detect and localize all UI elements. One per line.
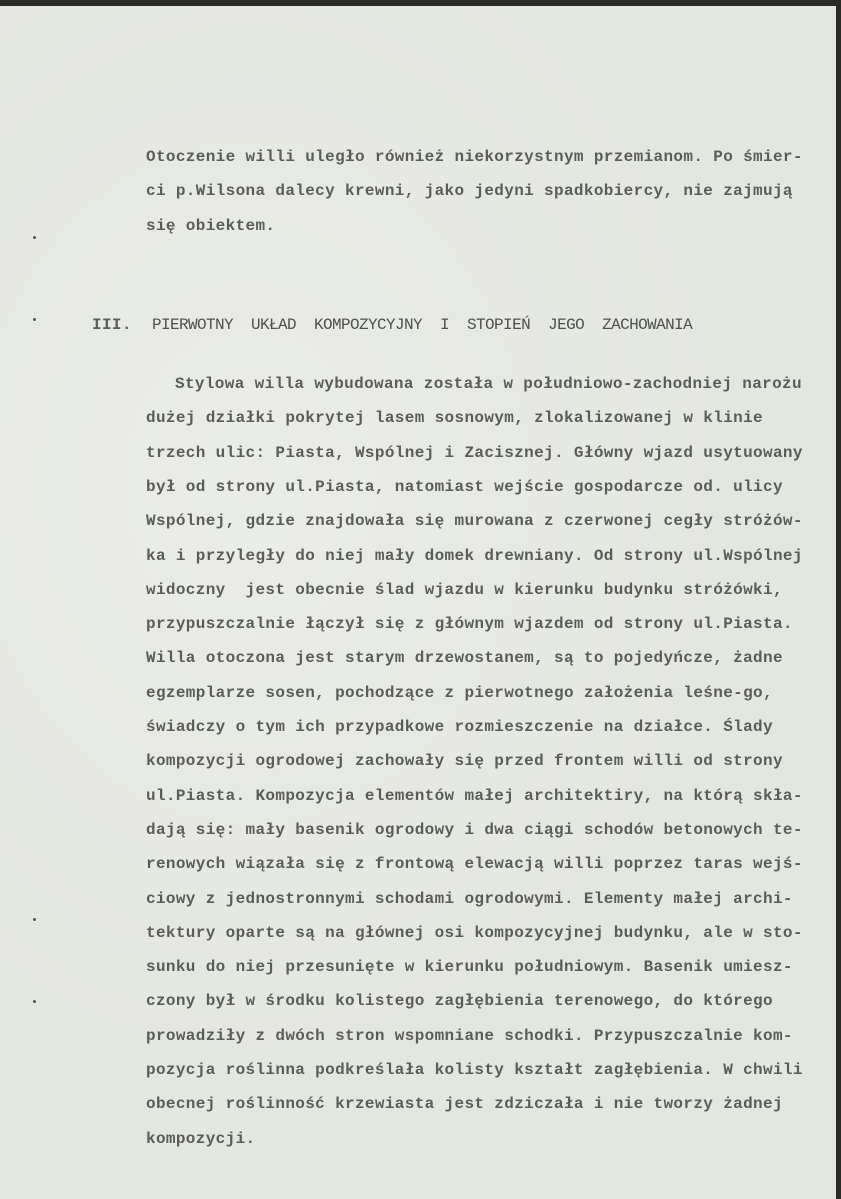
text-line: kompozycji ogrodowej zachowały się przed frontem willi od strony: [146, 752, 783, 771]
text-line: trzech ulic: Piasta, Wspólnej i Zacisznej. Główny wjazd usytuowany: [146, 443, 803, 462]
document-page: [0, 6, 836, 1199]
text-line: pozycja roślinna podkreślała kolisty kształt zagłębienia. W chwili: [146, 1061, 803, 1079]
margin-mark: [33, 1000, 36, 1003]
text-line: Otoczenie willi uległo również niekorzystnym przemianom. Po śmier-: [146, 148, 803, 166]
text-line: dają się: mały basenik ogrodowy i dwa ciągi schodów betonowych te-: [146, 820, 803, 839]
text-line: obecnej roślinność krzewiasta jest zdziczała i nie tworzy żadnej: [146, 1095, 783, 1114]
text-line: ciowy z jednostronnymi schodami ogrodowymi. Elementy małej archi-: [146, 889, 793, 908]
text-line: Wspólnej, gdzie znajdowała się murowana z czerwonej cegły stróżów-: [146, 512, 803, 531]
text-line: był od strony ul.Piasta, natomiast wejście gospodarcze od. ulicy: [146, 477, 783, 496]
text-line: przypuszczalnie łączył się z głównym wjazdem od strony ul.Piasta.: [146, 615, 793, 634]
section-heading: PIERWOTNY UKŁAD KOMPOZYCYJNY I STOPIEŃ JEGO ZACHOWANIA: [152, 316, 693, 334]
text-line: Willa otoczona jest starym drzewostanem, są to pojedyńcze, żadne: [146, 649, 783, 668]
text-line: ka i przyległy do niej mały domek drewniany. Od strony ul.Wspólnej: [146, 546, 803, 565]
text-line: dużej działki pokrytej lasem sosnowym, zlokalizowanej w klinie: [146, 409, 763, 428]
text-line: się obiektem.: [146, 216, 276, 235]
text-line: tektury oparte są na głównej osi kompozycyjnej budynku, ale w sto-: [146, 923, 803, 942]
text-line: czony był w środku kolistego zagłębienia terenowego, do którego: [146, 992, 773, 1011]
text-line: renowych wiązała się z frontową elewacją willi poprzez taras wejś-: [146, 855, 803, 874]
text-line: ci p.Wilsona dalecy krewni, jako jedyni spadkobiercy, nie zajmują: [146, 182, 793, 201]
text-line: widoczny jest obecnie ślad wjazdu w kierunku budynku stróżówki,: [146, 580, 783, 599]
text-line: świadczy o tym ich przypadkowe rozmieszczenie na działce. Ślady: [146, 718, 773, 736]
text-line: sunku do niej przesunięte w kierunku południowym. Basenik umiesz-: [146, 958, 793, 977]
text-line: kompozycji.: [146, 1129, 256, 1148]
text-line: egzemplarze sosen, pochodzące z pierwotnego założenia leśne-go,: [146, 683, 773, 702]
text-line: ul.Piasta. Kompozycja elementów małej architektiry, na którą skła-: [146, 786, 803, 805]
margin-mark: [33, 318, 36, 321]
text-line: prowadziły z dwóch stron wspomniane schodki. Przypuszczalnie kom-: [146, 1026, 793, 1045]
text-line: Stylowa willa wybudowana została w południowo-zachodniej narożu: [175, 375, 802, 393]
section-number: III.: [92, 316, 132, 334]
margin-mark: [33, 918, 36, 921]
margin-mark: [33, 236, 36, 239]
